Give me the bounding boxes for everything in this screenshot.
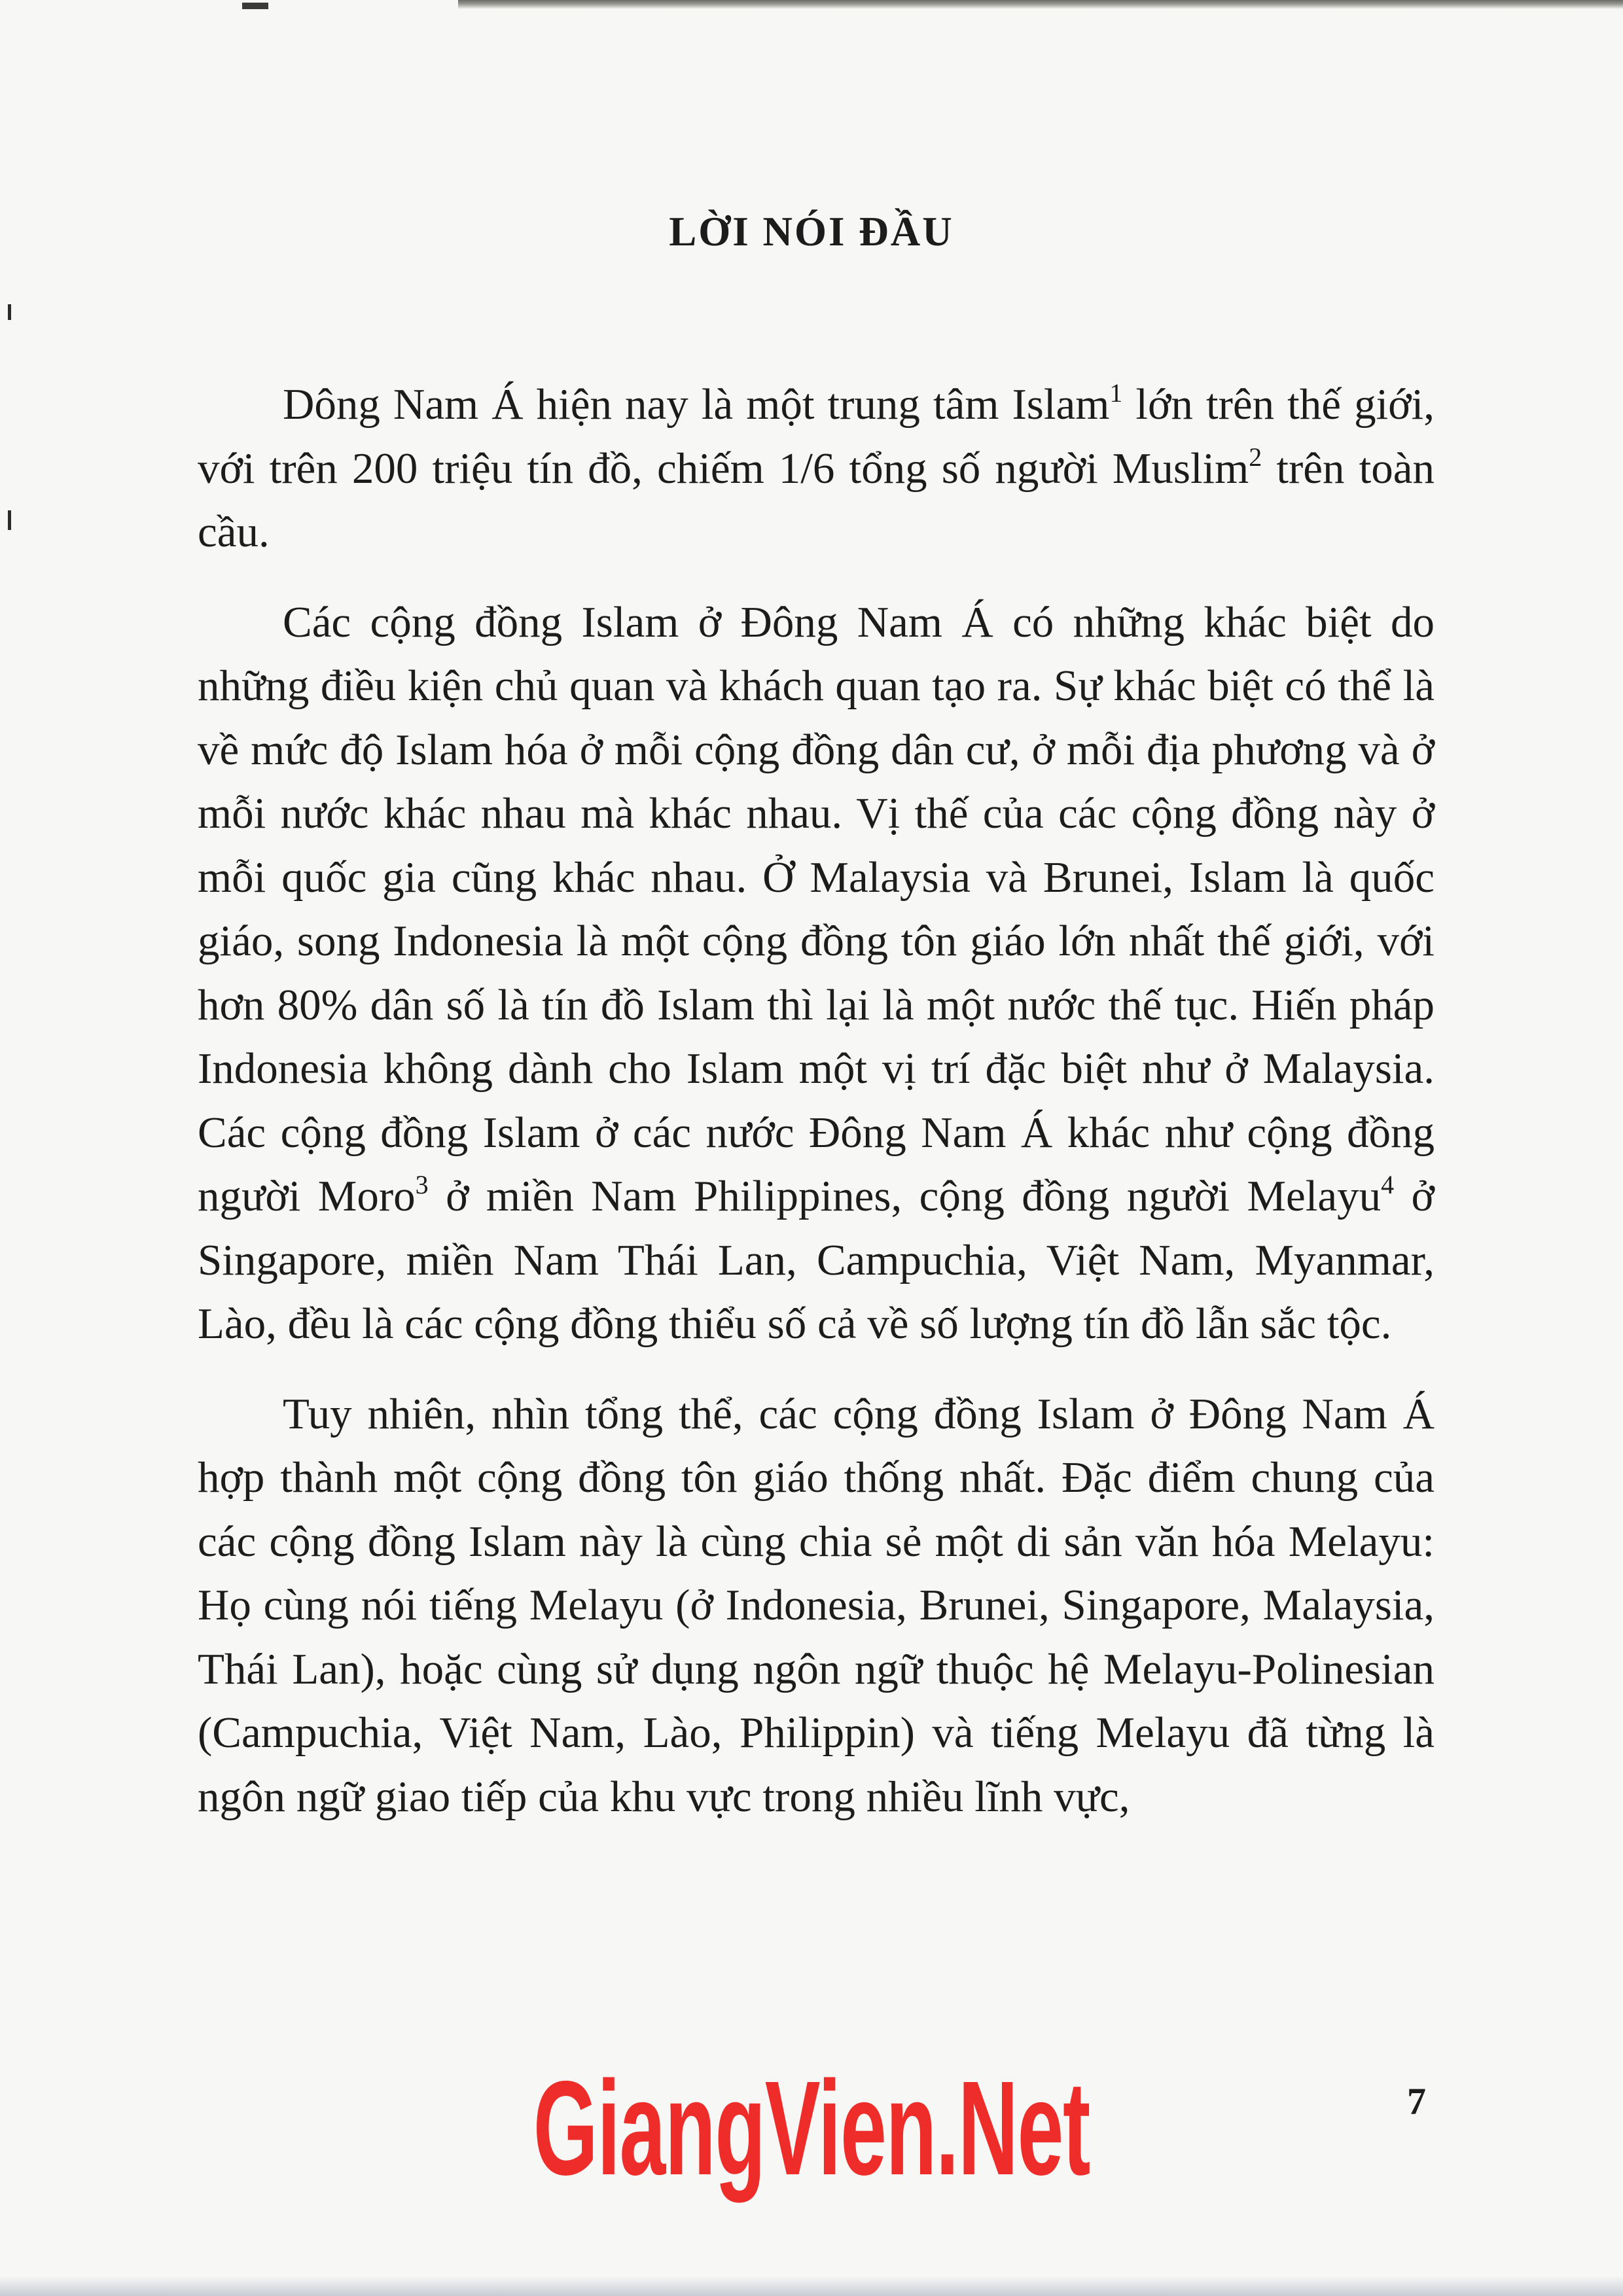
paragraph-text: Tuy nhiên, nhìn tổng thể, các cộng đồng Islam ở Đông Nam Á hợp thành một cộng đồng tôn giáo thống nhất. Đặc điểm chung của các cộng đồng Islam này là cùng chia sẻ một di sản văn hóa Melayu: Họ cùng nói tiếng Melayu (ở Indonesia, Brunei, Singapore, Malaysia, Thái Lan), hoặc cùng sử dụng ngôn ngữ thuộc hệ Melayu-Polinesian (Campuchia, Việt Nam, Lào, Philippin) và tiếng Melayu đã từng là ngôn ngữ giao tiếp của khu vực trong nhiều lĩnh vực, (198, 1389, 1435, 1821)
paragraph-text: ở miền Nam Philippines, cộng đồng người Melayu (428, 1172, 1382, 1220)
paragraph-text: Các cộng đồng Islam ở Đông Nam Á có những khác biệt do những điều kiện chủ quan và khách quan tạo ra. Sự khác biệt có thể là về mức độ Islam hóa ở mỗi cộng đồng dân cư, ở mỗi địa phương và ở mỗi nước khác nhau mà khác nhau. Vị thế của các cộng đồng này ở mỗi quốc gia cũng khác nhau. Ở Malaysia và Brunei, Islam là quốc giáo, song Indonesia là một cộng đồng tôn giáo lớn nhất thế giới, với hơn 80% dân số là tín đồ Islam thì lại là một nước thế tục. Hiến pháp Indonesia không dành cho Islam một vị trí đặc biệt như ở Malaysia. Các cộng đồng Islam ở các nước Đông Nam Á khác như cộng đồng người Moro (198, 597, 1435, 1220)
paragraph-text: trên toàn cầu. (198, 444, 1435, 556)
page-number: 7 (1407, 2080, 1426, 2123)
page-title: LỜI NÓI ĐẦU (669, 209, 954, 255)
paragraph-text: Dông Nam Á hiện nay là một trung tâm Islam (283, 380, 1110, 429)
paragraph (198, 591, 1435, 1356)
footnote-marker: 1 (1109, 378, 1123, 408)
margin-mark (8, 304, 11, 320)
footnote-marker: 2 (1249, 442, 1262, 472)
paragraph (198, 1383, 1435, 1829)
paragraph (198, 373, 1435, 565)
margin-mark (8, 510, 11, 530)
paragraph-text: lớn trên thế giới, với trên 200 triệu tín đồ, chiếm 1/6 tổng số người Muslim (198, 380, 1435, 493)
scan-top-edge (458, 0, 1623, 9)
footnote-marker: 3 (415, 1170, 429, 1199)
scan-top-mark (242, 3, 268, 9)
paragraph-text: ở Singapore, miền Nam Thái Lan, Campuchia, Việt Nam, Myanmar, Lào, đều là các cộng đồng thiểu số cả về số lượng tín đồ lẫn sắc tộc. (198, 1172, 1435, 1348)
body-text (198, 373, 1435, 1855)
watermark-logo: GiangVien.Net (533, 2053, 1090, 2203)
scan-bottom-edge (0, 2276, 1623, 2296)
footnote-marker: 4 (1381, 1170, 1395, 1199)
